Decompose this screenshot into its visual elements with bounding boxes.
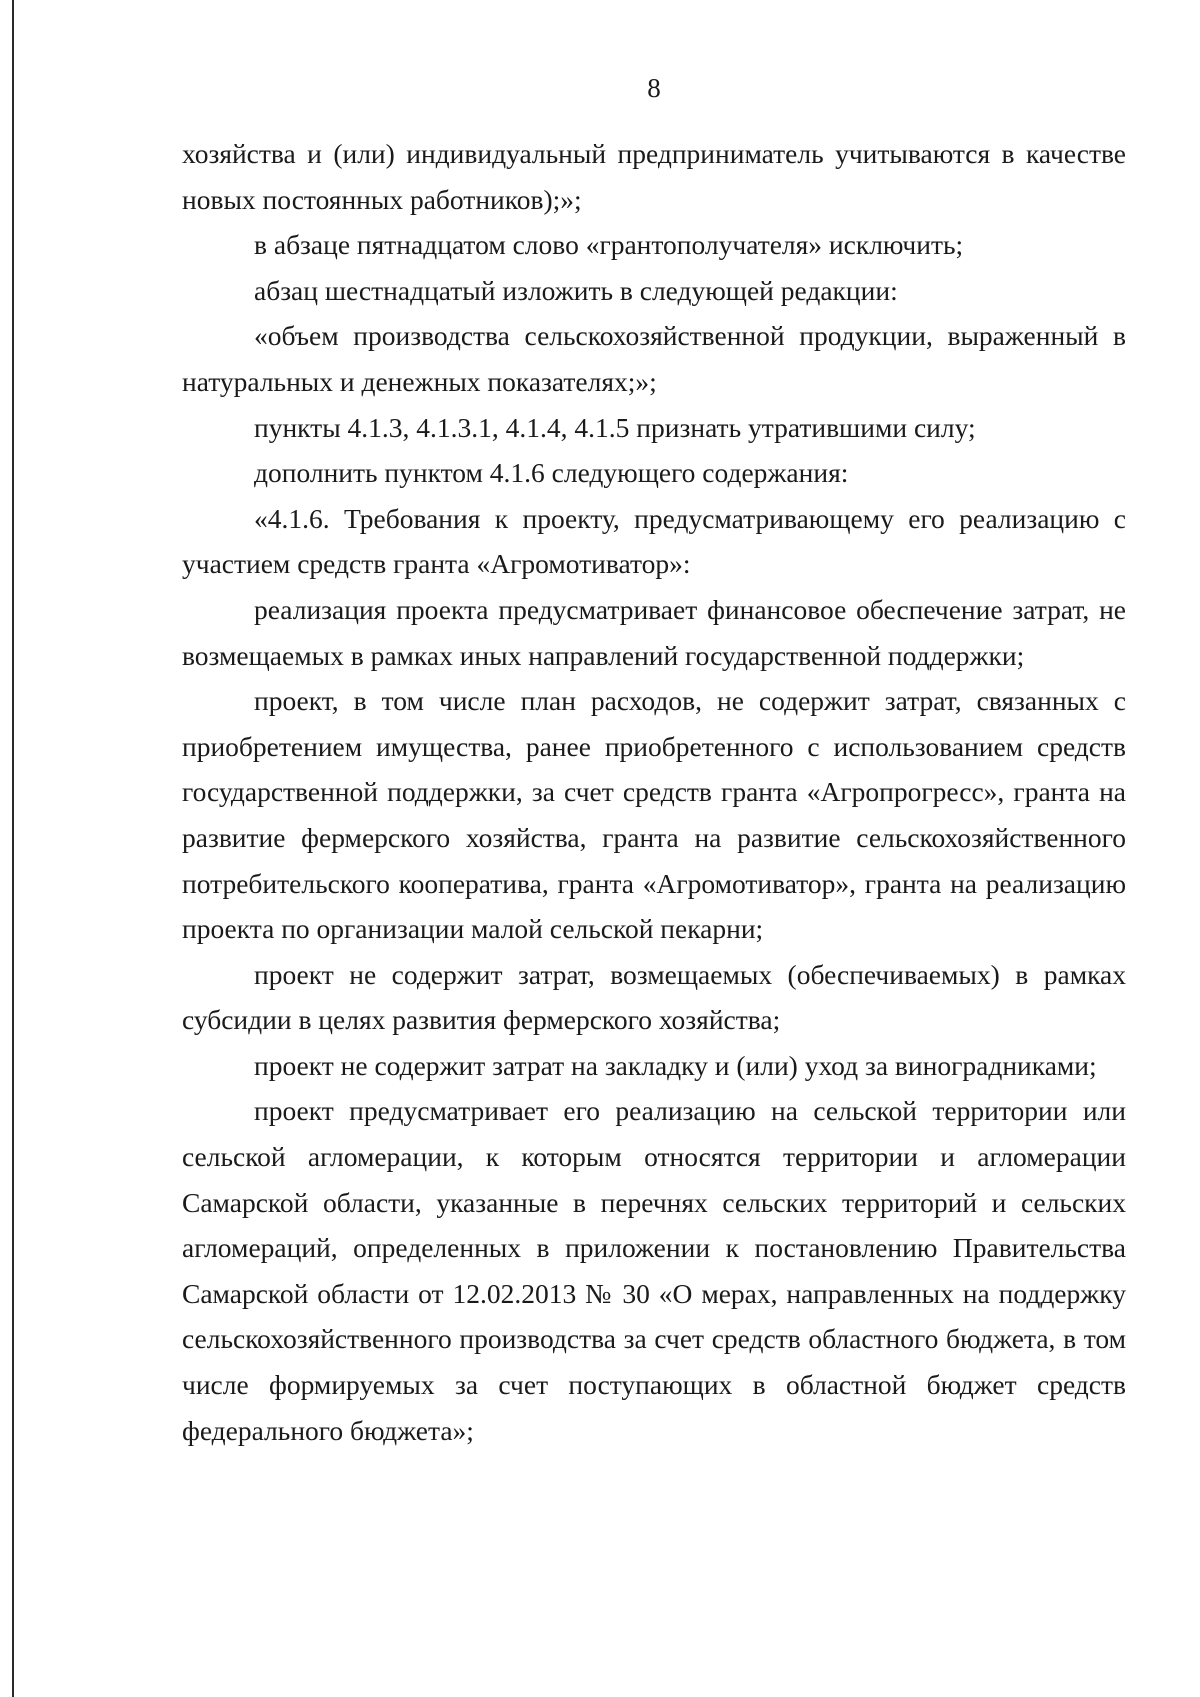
- paragraph: в абзаце пятнадцатом слово «грантополучателя» исключить;: [254, 229, 964, 261]
- paragraph: пункты 4.1.3, 4.1.3.1, 4.1.4, 4.1.5 признать утратившими силу;: [254, 411, 976, 443]
- paragraph: проект предусматривает его реализацию на сельской территории или сельской агломерации, к которым относятся территории и агломерации Самарской области, указанные в перечнях сельских территорий и сельских агломераций, определенных в приложении к постановлению Правительства Самарской области от 12.02.2013 № 30 «О мерах, направленных на поддержку сельскохозяйственного производства за счет средств областного бюджета, в том числе формируемых за счет поступающих в областной бюджет средств федерального бюджета»;: [182, 1095, 1126, 1446]
- page-number: 8: [647, 73, 661, 103]
- paragraph: дополнить пунктом 4.1.6 следующего содержания:: [254, 457, 849, 489]
- paragraph: проект, в том числе план расходов, не содержит затрат, связанных с приобретением имущества, ранее приобретенного с использованием средств государственной поддержки, за счет средств гранта «Агропрогресс», гранта на развитие фермерского хозяйства, гранта на развитие сельскохозяйственного потребительского кооператива, гранта «Агромотиватор», гранта на реализацию проекта по организации малой сельской пекарни;: [182, 685, 1126, 945]
- paragraph: реализация проекта предусматривает финансовое обеспечение затрат, не возмещаемых в рамках иных направлений государственной поддержки;: [182, 593, 1126, 671]
- paragraph-continuation: хозяйства и (или) индивидуальный предприниматель учитываются в качестве новых постоянных работников);»;: [182, 138, 1126, 215]
- paragraph: проект не содержит затрат на закладку и (или) уход за виноградниками;: [254, 1049, 1097, 1081]
- scan-edge-line: [12, 0, 14, 1697]
- paragraph: проект не содержит затрат, возмещаемых (обеспечиваемых) в рамках субсидии в целях развития фермерского хозяйства;: [182, 958, 1126, 1036]
- document-body: [182, 131, 1126, 1453]
- paragraph: «4.1.6. Требования к проекту, предусматривающему его реализацию с участием средств гранта «Агромотиватор»:: [182, 502, 1126, 580]
- paragraph: «объем производства сельскохозяйственной продукции, выраженный в натуральных и денежных показателях;»;: [182, 320, 1126, 397]
- paragraph: абзац шестнадцатый изложить в следующей редакции:: [254, 274, 898, 306]
